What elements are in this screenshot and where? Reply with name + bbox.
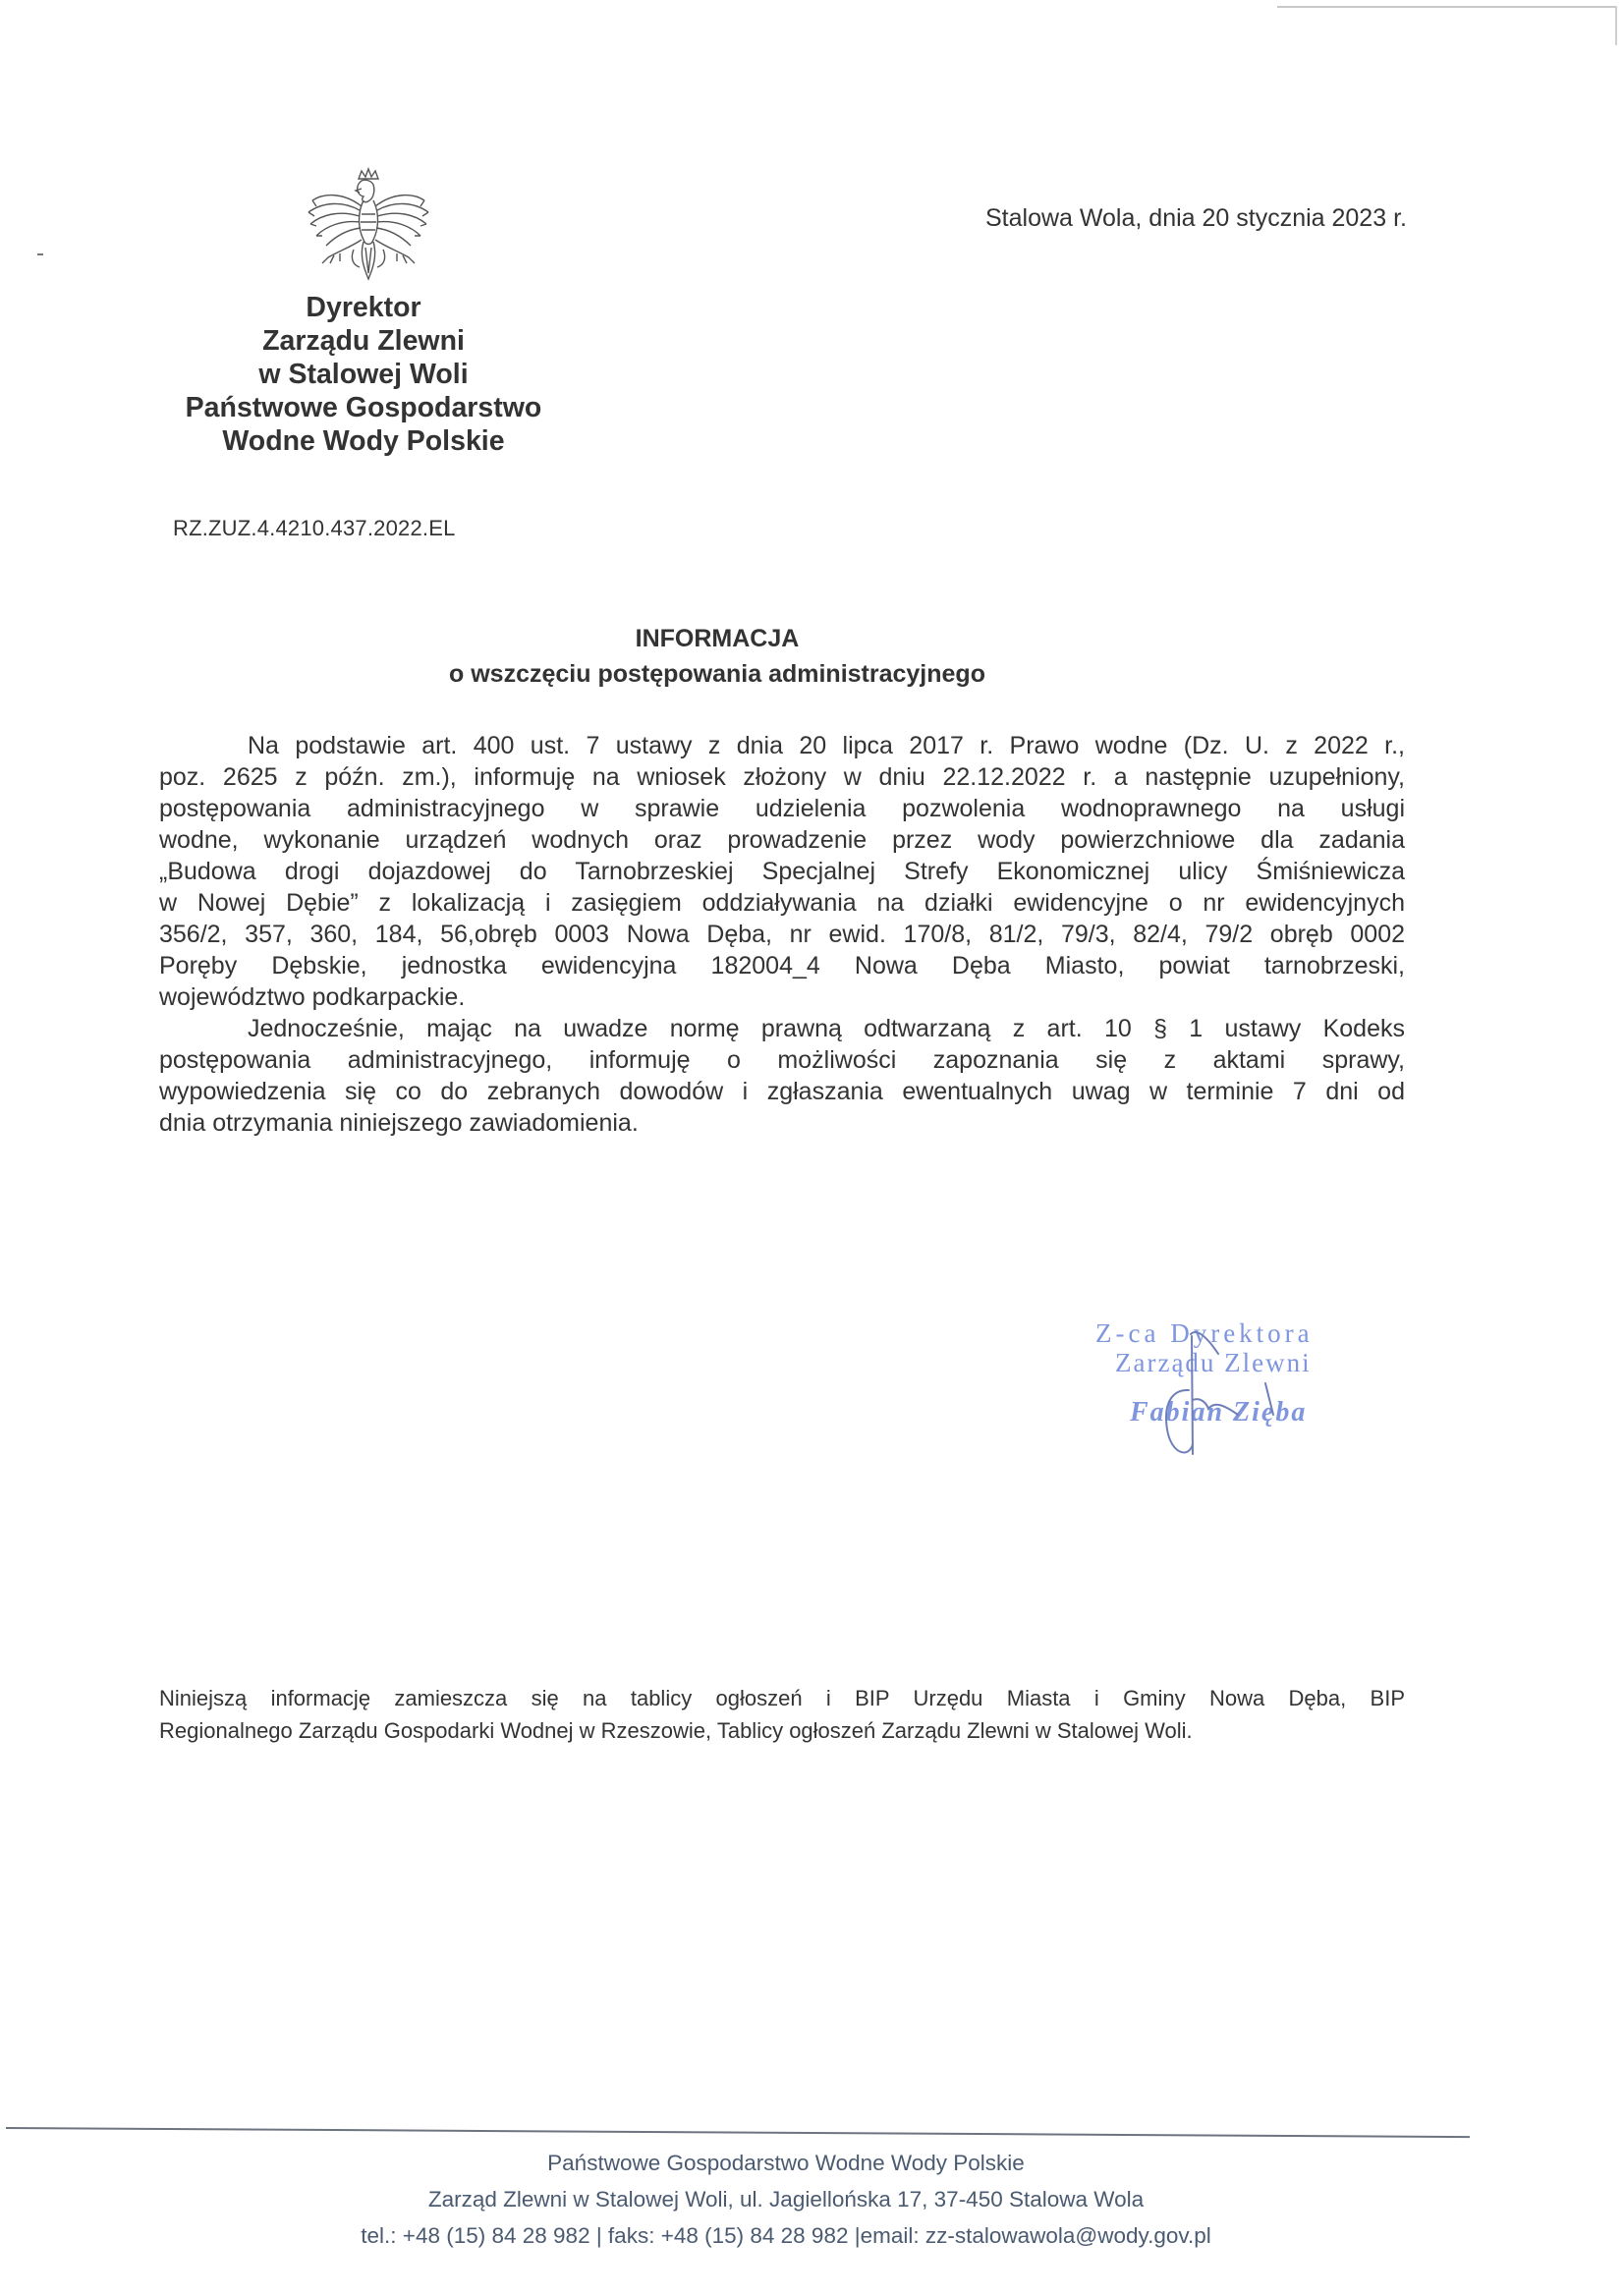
polish-eagle-emblem <box>295 165 442 288</box>
notice-line: Niniejszą informację zamieszcza się na tablicy ogłoszeń i BIP Urzędu Miasta i Gminy Nowa Dęba, BIP <box>159 1686 1405 1710</box>
body-line: Jednocześnie, mając na uwadze normę prawną odtwarzaną z art. 10 § 1 ustawy Kodeks <box>248 1015 1405 1042</box>
scan-edge-line <box>1615 6 1617 45</box>
body-line: w Nowej Dębie” z lokalizacją i zasięgiem oddziaływania na działki ewidencyjne o nr ewidencyjnych <box>159 889 1405 917</box>
issuer-line: Dyrektor <box>306 292 421 323</box>
footer-line: Zarząd Zlewni w Stalowej Woli, ul. Jagiellońska 17, 37-450 Stalowa Wola <box>427 2187 1145 2212</box>
place-date: Stalowa Wola, dnia 20 stycznia 2023 r. <box>985 204 1407 232</box>
body-line: 356/2, 357, 360, 184, 56,obręb 0003 Nowa Dęba, nr ewid. 170/8, 81/2, 79/3, 82/4, 79/2 obręb 0002 <box>159 921 1405 948</box>
footer-divider <box>6 2127 1470 2138</box>
issuer-line: Wodne Wody Polskie <box>222 425 505 457</box>
footer-line: tel.: +48 (15) 84 28 982 | faks: +48 (15) 84 28 982 |email: zz-stalowawola@wody.gov.pl <box>361 2223 1211 2248</box>
body-line: wodne, wykonanie urządzeń wodnych oraz prowadzenie przez wody powierzchniowe dla zadania <box>159 826 1405 854</box>
footer <box>246 2145 1326 2254</box>
title-main: INFORMACJA <box>635 625 800 652</box>
body-line: postępowania administracyjnego, informuję o możliwości zapoznania się z aktami sprawy, <box>159 1046 1405 1074</box>
footer-line: Państwowe Gospodarstwo Wodne Wody Polskie <box>547 2151 1025 2175</box>
stamp-line: Fabian Zięba <box>1130 1397 1308 1428</box>
title-subtitle: o wszczęciu postępowania administracyjnego <box>449 660 985 688</box>
body-line: poz. 2625 z późn. zm.), informuję na wniosek złożony w dniu 22.12.2022 r. a następnie uzupełniony, <box>159 763 1405 791</box>
issuer-block <box>147 291 580 458</box>
handwritten-signature <box>1061 1307 1395 1464</box>
stamp-line: Z-ca Dyrektora <box>1095 1318 1314 1348</box>
body-line: województwo podkarpackie. <box>159 983 466 1011</box>
paragraph-2 <box>159 1013 1405 1139</box>
signature-stamp <box>1061 1307 1395 1454</box>
body-line: dnia otrzymania niniejszego zawiadomienia. <box>159 1109 639 1137</box>
body-line: Poręby Dębskie, jednostka ewidencyjna 182004_4 Nowa Dęba Miasto, powiat tarnobrzeski, <box>159 952 1405 980</box>
stamp-line: Zarządu Zlewni <box>1115 1348 1312 1377</box>
body-line: wypowiedzenia się co do zebranych dowodów i zgłaszania ewentualnych uwag w terminie 7 dni od <box>159 1078 1405 1105</box>
issuer-line: Zarządu Zlewni <box>262 325 465 357</box>
body-line: „Budowa drogi dojazdowej do Tarnobrzeskiej Specjalnej Strefy Ekonomicznej ulicy Śmiśniewicza <box>159 858 1405 885</box>
scan-edge-line <box>1277 6 1617 8</box>
issuer-line: Państwowe Gospodarstwo <box>185 392 542 423</box>
issuer-line: w Stalowej Woli <box>258 359 469 390</box>
scan-speck <box>37 253 43 255</box>
publication-notice <box>159 1682 1405 1747</box>
body-line: Na podstawie art. 400 ust. 7 ustawy z dnia 20 lipca 2017 r. Prawo wodne (Dz. U. z 2022 r., <box>248 732 1405 759</box>
notice-line: Regionalnego Zarządu Gospodarki Wodnej w Rzeszowie, Tablicy ogłoszeń Zarządu Zlewni w Stalowej Woli. <box>159 1718 1193 1743</box>
document-body <box>159 730 1405 1139</box>
document-title <box>324 621 1110 692</box>
body-line: postępowania administracyjnego w sprawie udzielenia pozwolenia wodnoprawnego na usługi <box>159 795 1405 822</box>
paragraph-1 <box>159 730 1405 1013</box>
reference-number: RZ.ZUZ.4.4210.437.2022.EL <box>173 516 456 540</box>
